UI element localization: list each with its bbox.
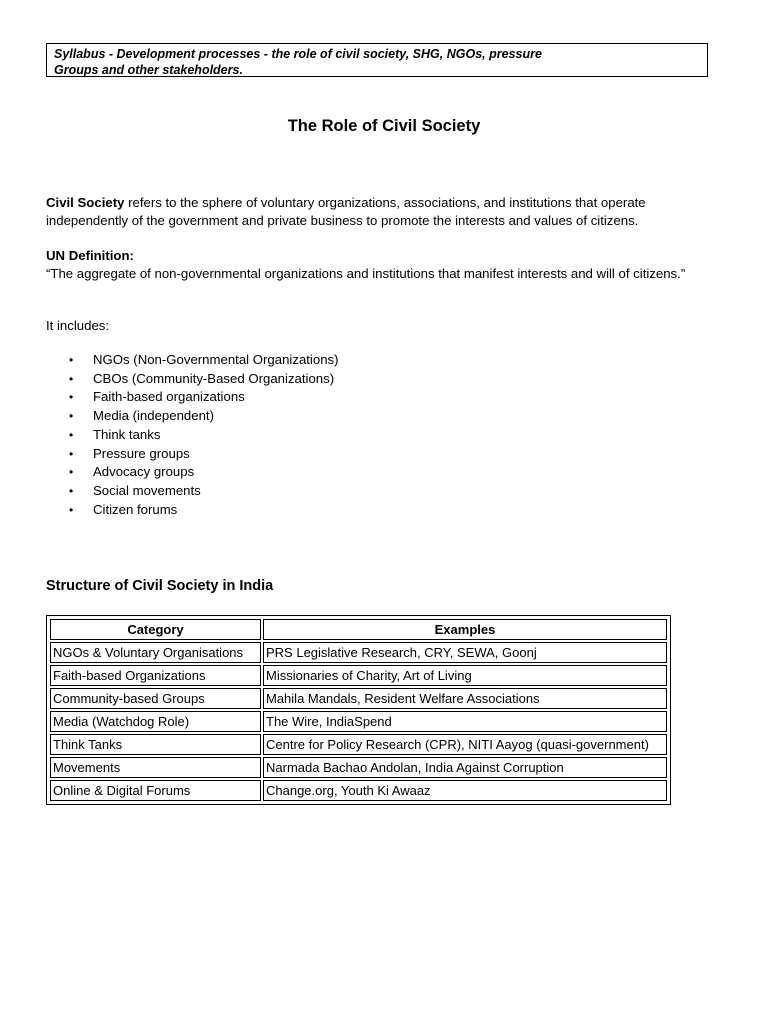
list-item [46,501,339,520]
structure-table [48,617,669,803]
bullet-icon: • [69,390,74,405]
header-category: Category [50,619,261,640]
list-item-text: NGOs (Non-Governmental Organizations) [93,352,339,367]
list-item-text: Advocacy groups [93,464,195,480]
includes-list [46,351,339,519]
structure-table-frame [46,615,671,805]
definition-term: Civil Society [46,195,125,210]
list-item-text: Social movements [93,482,201,498]
list-item [46,445,339,464]
table-row [50,665,667,686]
syllabus-line-1: Syllabus - Development processes - the role of civil society, SHG, NGOs, pressure [54,47,542,61]
list-item [46,482,339,501]
header-examples: Examples [263,619,667,640]
definition-text: refers to the sphere of voluntary organizations, associations, and institutions that operate independently of the government and private business to promote the interests and values of citizens. [46,195,646,228]
includes-intro: It includes: [46,318,110,333]
un-definition [46,247,726,283]
category-cell: Online & Digital Forums [50,780,261,801]
category-cell: Media (Watchdog Role) [50,711,261,732]
category-cell: Faith-based Organizations [50,665,261,686]
civil-society-definition [46,194,726,230]
table-row [50,734,667,755]
table-row [50,711,667,732]
list-item [46,370,339,389]
list-item-text: Media (independent) [93,408,214,424]
examples-cell: The Wire, IndiaSpend [263,711,667,732]
bullet-icon: • [69,446,74,461]
bullet-icon: • [69,502,74,517]
examples-cell: Missionaries of Charity, Art of Living [263,665,667,686]
examples-cell: Centre for Policy Research (CPR), NITI Aayog (quasi-government) [263,734,667,755]
bullet-icon: • [69,427,74,442]
list-item-text: Pressure groups [93,445,190,461]
list-item-text: CBOs (Community-Based Organizations) [93,370,335,386]
list-item [46,351,339,370]
table-row [50,780,667,801]
examples-cell: PRS Legislative Research, CRY, SEWA, Goonj [263,642,667,663]
bullet-icon: • [69,409,74,424]
bullet-icon: • [69,483,74,498]
examples-cell: Mahila Mandals, Resident Welfare Associations [263,688,667,709]
syllabus-line-2: Groups and other stakeholders. [54,63,243,77]
page-title: The Role of Civil Society [287,117,481,135]
list-item [46,426,339,445]
category-cell: Movements [50,757,261,778]
table-row [50,757,667,778]
bullet-icon: • [69,371,74,386]
category-cell: NGOs & Voluntary Organisations [50,642,261,663]
list-item [46,463,339,482]
structure-heading: Structure of Civil Society in India [46,578,274,594]
list-item-text: Think tanks [93,426,161,442]
table-row [50,642,667,663]
syllabus-box [46,43,708,77]
category-cell: Community-based Groups [50,688,261,709]
un-definition-quote: “The aggregate of non-governmental organizations and institutions that manifest interests and will of citizens.” [46,266,686,281]
list-item-text: Citizen forums [93,501,178,517]
examples-cell: Narmada Bachao Andolan, India Against Corruption [263,757,667,778]
un-definition-heading: UN Definition: [46,248,134,263]
list-item-text: Faith-based organizations [93,389,245,405]
bullet-icon: • [69,465,74,480]
list-item [46,388,339,407]
table-header-row [50,619,667,640]
list-item [46,407,339,426]
category-cell: Think Tanks [50,734,261,755]
bullet-icon: • [69,353,74,367]
examples-cell: Change.org, Youth Ki Awaaz [263,780,667,801]
table-row [50,688,667,709]
